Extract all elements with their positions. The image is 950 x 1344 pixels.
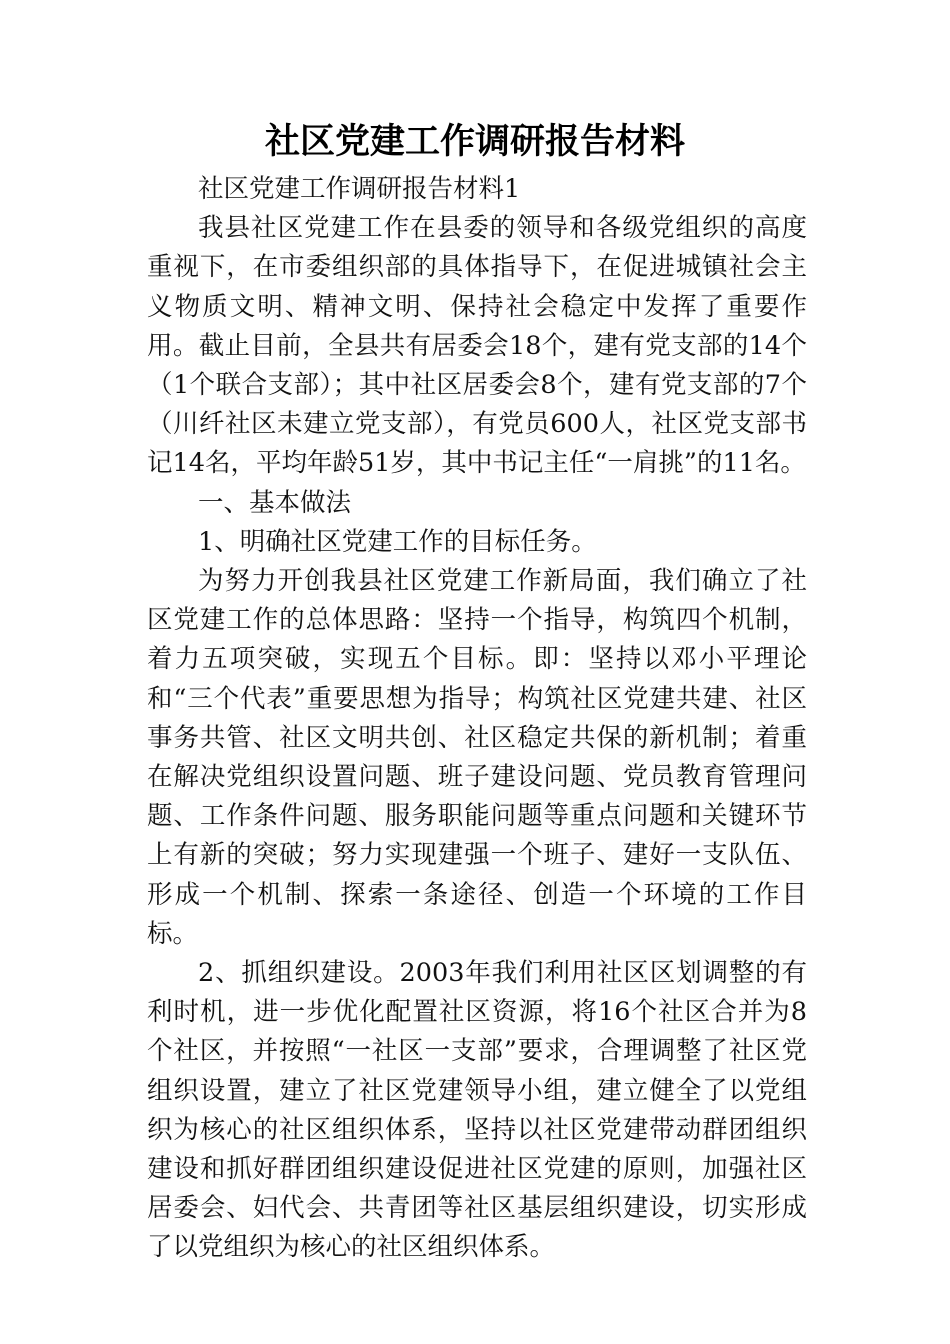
document-title: 社区党建工作调研报告材料 — [264, 122, 685, 162]
paragraph-subtitle: 社区党建工作调研报告材料1 — [198, 174, 521, 204]
subheading-goals: 1、明确社区党建工作的目标任务。 — [198, 526, 597, 557]
paragraph-organization: 2、抓组织建设。2003年我们利用社区区划调整的有利时机，进一步优化配置社区资源，将16个社区合并为8个社区，并按照“一社区一支部”要求，合理调整了社区党组织设置，建立了社区党建领导小组，建立健全了以党组织为核心的社区组织体系，坚持以社区党建带动群团组织建设和抓好群团组织建设促进社区党建的原则，加强社区居委会、妇代会、共青团等社区基层组织建设，切实形成了以党组织为核心的社区组织体系。 — [147, 958, 807, 1263]
section-heading-basic-practices: 一、基本做法 — [198, 487, 352, 518]
paragraph-intro: 我县社区党建工作在县委的领导和各级党组织的高度重视下，在市委组织部的具体指导下，在促进城镇社会主义物质文明、精神文明、保持社会稳定中发挥了重要作用。截止目前，全县共有居委会18个，建有党支部的14个（1个联合支部）；其中社区居委会8个，建有党支部的7个（川纤社区未建立党支部），有党员600人，社区党支部书记14名，平均年龄51岁，其中书记主任“一肩挑”的11名。 — [147, 213, 807, 479]
document-body — [147, 170, 807, 1268]
paragraph-goals: 为努力开创我县社区党建工作新局面，我们确立了社区党建工作的总体思路：坚持一个指导，构筑四个机制，着力五项突破，实现五个目标。即：坚持以邓小平理论和“三个代表”重要思想为指导；构筑社区党建共建、社区事务共管、社区文明共创、社区稳定共保的新机制；着重在解决党组织设置问题、班子建设问题、党员教育管理问题、工作条件问题、服务职能问题等重点问题和关键环节上有新的突破；努力实现建强一个班子、建好一支队伍、形成一个机制、探索一条途径、创造一个环境的工作目标。 — [147, 566, 807, 949]
